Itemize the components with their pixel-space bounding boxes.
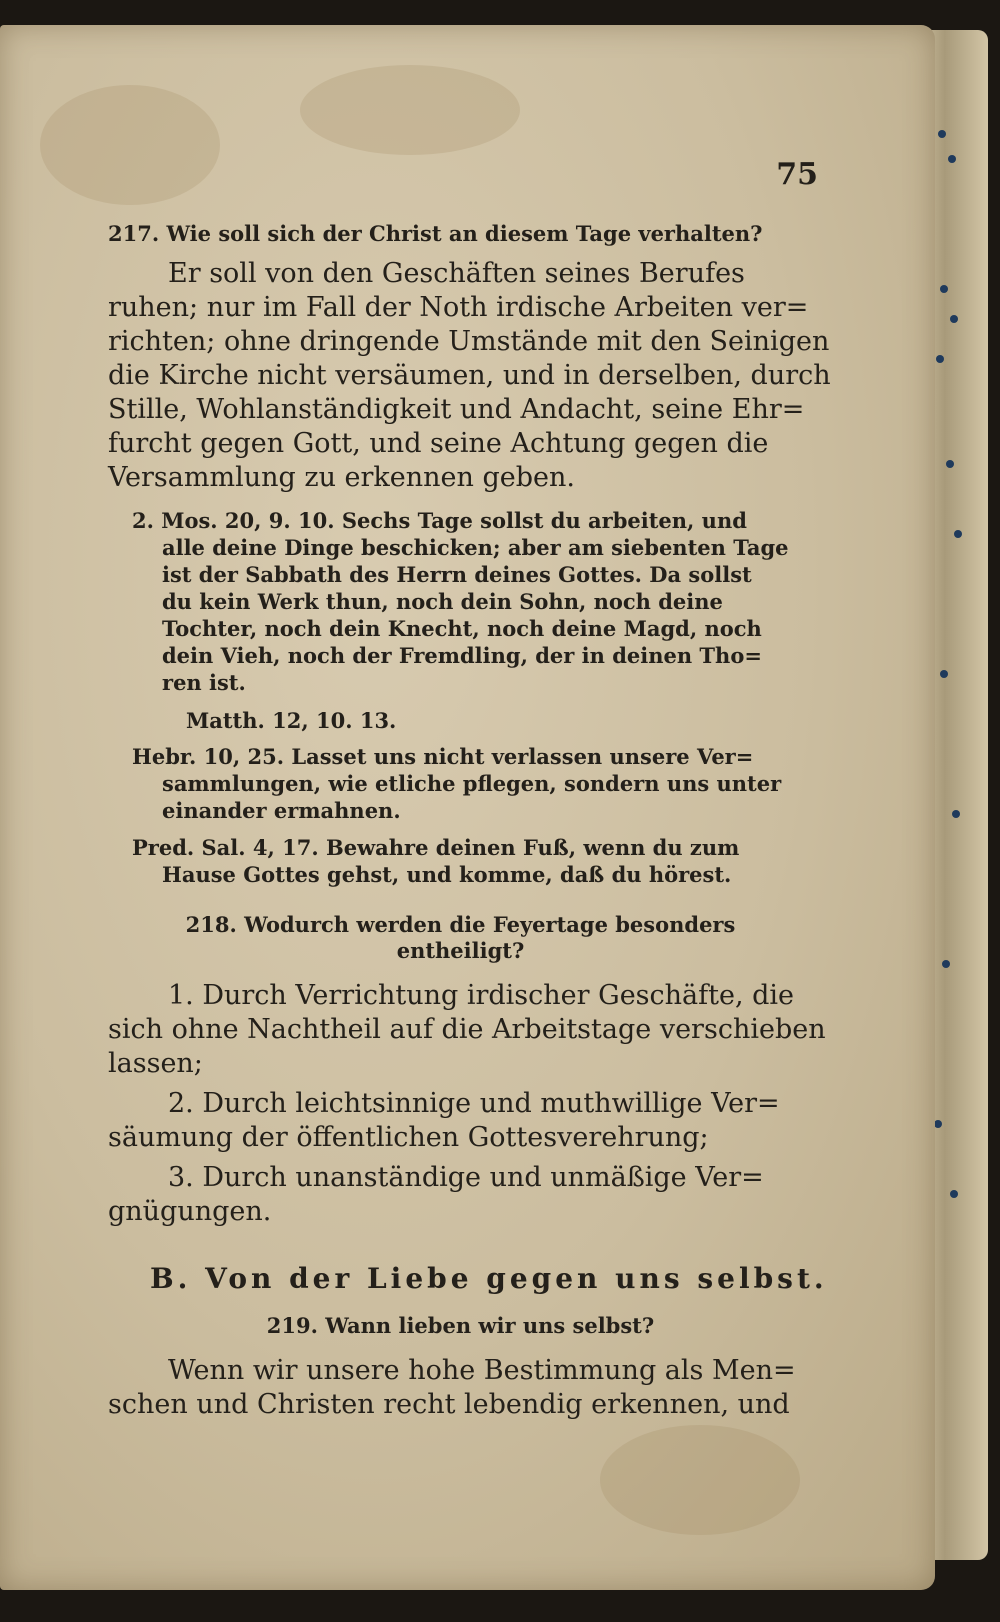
book-page xyxy=(0,25,935,1590)
paper-stain xyxy=(40,85,220,205)
bible-quote-line: Tochter, noch dein Knecht, noch deine Magd, noch xyxy=(162,616,762,641)
answer-line: lassen; xyxy=(108,1048,203,1079)
answer-line: Stille, Wohlanständigkeit und Andacht, seine Ehr= xyxy=(108,394,805,425)
bible-quote-line: Hebr. 10, 25. Lasset uns nicht verlassen unsere Ver= xyxy=(132,744,754,769)
answer-line: Wenn wir unsere hohe Bestimmung als Men= xyxy=(168,1355,796,1386)
bible-quote-line: du kein Werk thun, noch dein Sohn, noch deine xyxy=(162,589,723,614)
question-217: 217. Wie soll sich der Christ an diesem Tage verhalten? xyxy=(108,221,763,246)
answer-line: 1. Durch Verrichtung irdischer Geschäfte, die xyxy=(168,980,795,1011)
edge-speckles xyxy=(930,110,970,1210)
bible-quote-line: einander ermahnen. xyxy=(162,798,401,823)
bible-quote-line: Pred. Sal. 4, 17. Bewahre deinen Fuß, wenn du zum xyxy=(132,835,740,860)
answer-line: richten; ohne dringende Umstände mit den Seinigen xyxy=(108,326,830,357)
answer-line: säumung der öffentlichen Gottesverehrung; xyxy=(108,1122,709,1153)
bible-quote-line: ist der Sabbath des Herrn deines Gottes. Da sollst xyxy=(162,562,752,587)
answer-line: gnügungen. xyxy=(108,1196,272,1227)
answer-line: ruhen; nur im Fall der Noth irdische Arbeiten ver= xyxy=(108,292,809,323)
answer-line: schen und Christen recht lebendig erkennen, und xyxy=(108,1389,790,1420)
question-219: 219. Wann lieben wir uns selbst? xyxy=(266,1313,655,1338)
bible-quote-line: ren ist. xyxy=(162,670,246,695)
bible-quote-line: alle deine Dinge beschicken; aber am siebenten Tage xyxy=(162,535,789,560)
answer-line: 3. Durch unanständige und unmäßige Ver= xyxy=(168,1162,764,1193)
bible-quote-line: dein Vieh, noch der Fremdling, der in deinen Tho= xyxy=(162,643,762,668)
bible-quote-line: Matth. 12, 10. 13. xyxy=(186,708,397,733)
bible-quote-line: sammlungen, wie etliche pflegen, sondern uns unter xyxy=(162,771,782,796)
answer-line: Er soll von den Geschäften seines Berufes xyxy=(168,258,745,289)
answer-line: Versammlung zu erkennen geben. xyxy=(108,462,575,493)
page-number: 75 xyxy=(776,157,818,192)
answer-line: 2. Durch leichtsinnige und muthwillige Ver= xyxy=(168,1088,780,1119)
answer-line: furcht gegen Gott, und seine Achtung gegen die xyxy=(108,428,769,459)
bible-quote-line: Hause Gottes gehst, und komme, daß du hörest. xyxy=(162,862,732,887)
answer-line: die Kirche nicht versäumen, und in derselben, durch xyxy=(108,360,831,391)
answer-line: sich ohne Nachtheil auf die Arbeitstage verschieben xyxy=(108,1014,826,1045)
bible-quote-line: 2. Mos. 20, 9. 10. Sechs Tage sollst du arbeiten, und xyxy=(132,508,747,533)
question-218-cont: entheiligt? xyxy=(396,938,525,963)
section-heading: B. Von der Liebe gegen uns selbst. xyxy=(150,1262,828,1295)
paper-stain xyxy=(600,1425,800,1535)
paper-stain xyxy=(300,65,520,155)
question-218: 218. Wodurch werden die Feyertage besonders xyxy=(185,912,736,937)
